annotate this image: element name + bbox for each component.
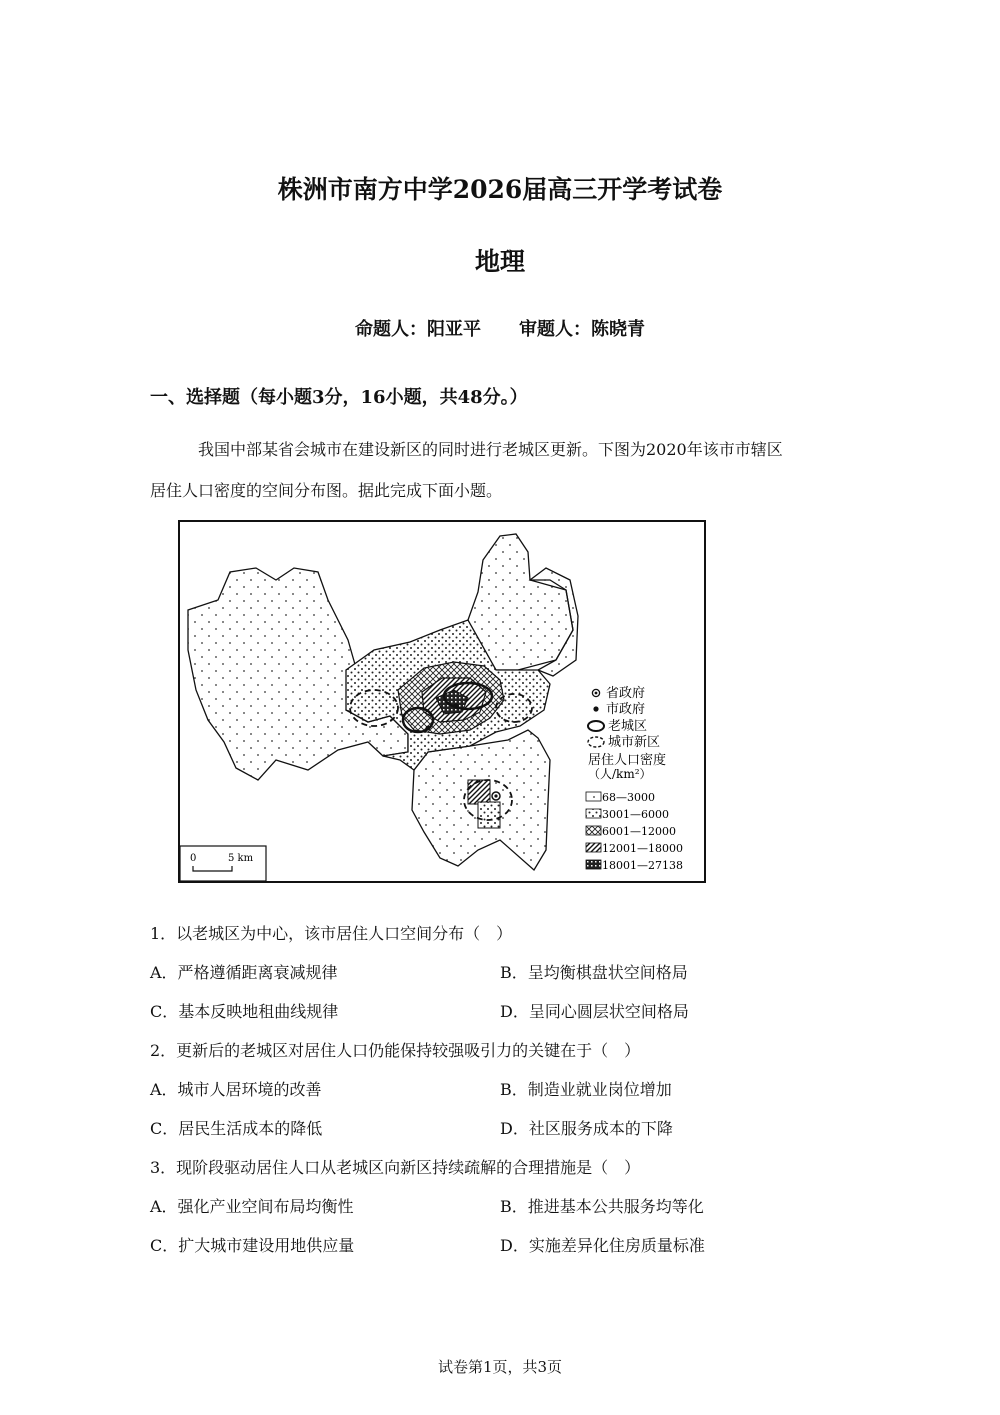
q1-option-c: C．基本反映地租曲线规律: [150, 1002, 339, 1021]
scale-zero: 0: [190, 853, 197, 864]
q1-option-a: A．严格遵循距离衰减规律: [150, 963, 338, 982]
q1-option-d: D．呈同心圆层状空间格局: [500, 1002, 689, 1021]
q1-option-b: B．呈均衡棋盘状空间格局: [500, 963, 688, 982]
section-heading: 一、选择题（每小题3分，16小题，共48分。）: [150, 387, 528, 408]
q3-option-b: B．推进基本公共服务均等化: [500, 1197, 704, 1216]
reviewer: 审题人：陈晓青: [519, 319, 645, 340]
proposer: 命题人：阳亚平: [355, 319, 481, 340]
legend-old-city: 老城区: [608, 719, 648, 734]
scale-bar: [180, 846, 266, 881]
q3-option-d: D．实施差异化住房质量标准: [500, 1236, 705, 1255]
q3-option-c: C．扩大城市建设用地供应量: [150, 1236, 355, 1255]
question-2-stem: 2．更新后的老城区对居住人口仍能保持较强吸引力的关键在于（ ）: [150, 1041, 641, 1060]
q2-option-d: D．社区服务成本的下降: [500, 1119, 673, 1138]
intro-line-1: 我国中部某省会城市在建设新区的同时进行老城区更新。下图为2020年该市市辖区: [198, 440, 783, 459]
city-gov-marker: [453, 703, 459, 709]
scale-label: 5 km: [228, 853, 254, 864]
legend-density-title: 居住人口密度: [588, 753, 667, 768]
legend-class-5: 18001—27138: [602, 859, 683, 872]
city-gov-marker: [426, 726, 431, 731]
q2-option-b: B．制造业就业岗位增加: [500, 1080, 672, 1099]
legend-provincial-gov: 省政府: [606, 686, 646, 701]
q2-option-c: C．居民生活成本的降低: [150, 1119, 323, 1138]
legend-class-2: 3001—6000: [602, 808, 669, 821]
legend-city-gov: 市政府: [606, 702, 646, 717]
legend-class-3: 6001—12000: [602, 825, 676, 838]
south-medium-block: [478, 802, 500, 828]
exam-title: 株洲市南方中学2026届高三开学考试卷: [277, 175, 723, 204]
legend-density-unit: （人/km²）: [588, 767, 652, 781]
population-density-map: [178, 520, 706, 883]
authors-line: [0, 315, 1000, 341]
page-footer: 试卷第1页，共3页: [437, 1358, 563, 1376]
intro-line-2: 居住人口密度的空间分布图。据此完成下面小题。: [150, 481, 503, 500]
south-dense-block: [468, 780, 490, 804]
q2-option-a: A．城市人居环境的改善: [150, 1080, 322, 1099]
legend-class-1: 68—3000: [602, 791, 655, 804]
legend-new-district: 城市新区: [608, 735, 661, 750]
legend-class-4: 12001—18000: [602, 842, 683, 855]
question-3-stem: 3．现阶段驱动居住人口从老城区向新区持续疏解的合理措施是（ ）: [150, 1158, 641, 1177]
q3-option-a: A．强化产业空间布局均衡性: [150, 1197, 354, 1216]
question-1-stem: 1．以老城区为中心，该市居住人口空间分布（ ）: [150, 924, 513, 943]
subject-title: 地理: [474, 247, 525, 276]
